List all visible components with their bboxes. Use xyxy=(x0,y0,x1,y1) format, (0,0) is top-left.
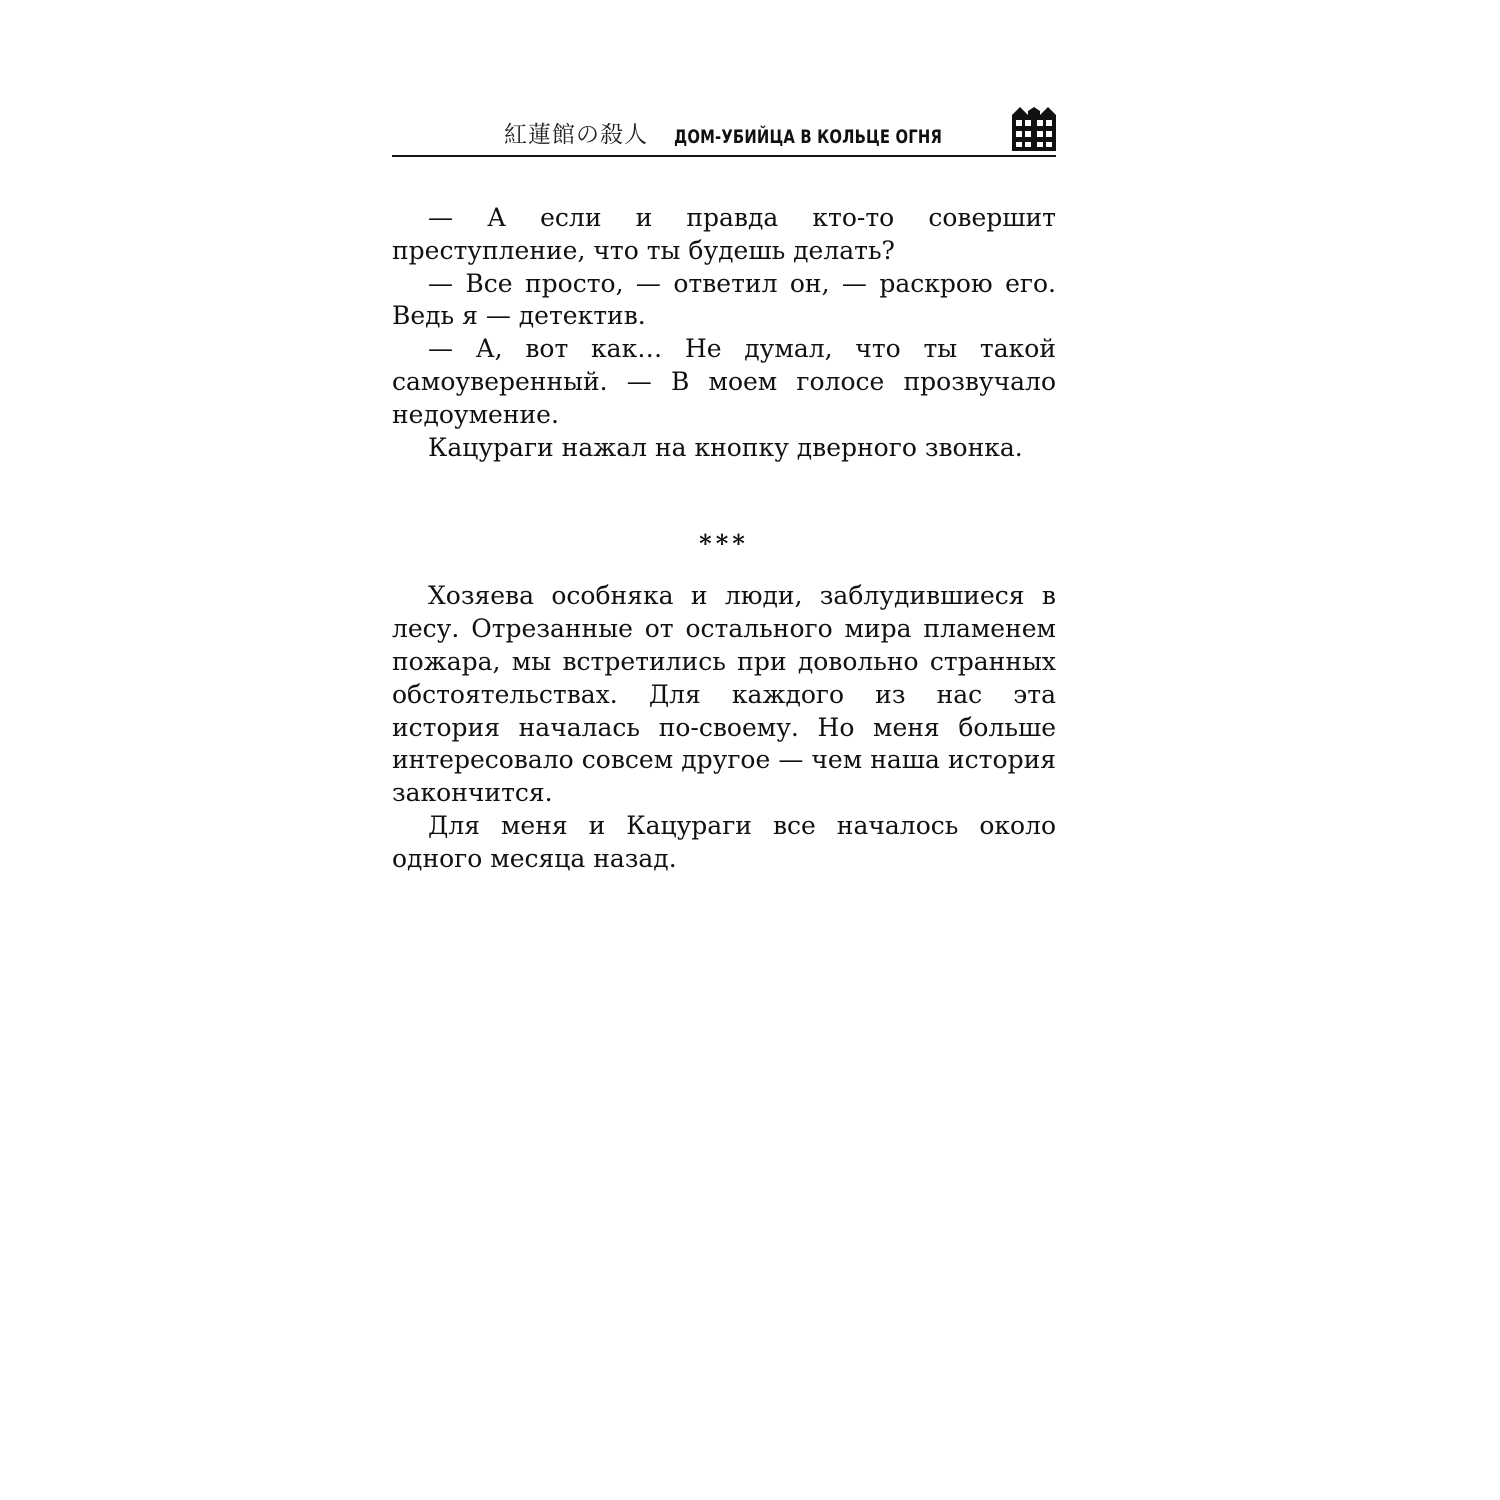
running-header xyxy=(392,100,1056,157)
book-page xyxy=(392,100,1056,876)
building-icon xyxy=(1012,107,1056,151)
section-break: *** xyxy=(699,529,749,559)
paragraph: Хозяева особняка и люди, заблудившиеся в лесу. Отрезанные от остального мира пламенем пожара, мы встретились при довольно странных обстоятельствах. Для каждого из нас эта история началась по-своему. Но меня больше интересовало совсем другое — чем наша история закончится. xyxy=(392,581,1056,808)
paragraph: — А если и правда кто-то совершит преступление, что ты будешь делать? xyxy=(392,203,1056,265)
russian-title: ДОМ-УБИЙЦА В КОЛЬЦЕ ОГНЯ xyxy=(674,126,943,148)
paragraph: — Все просто, — ответил он, — раскрою его. Ведь я — детектив. xyxy=(392,268,1056,331)
japanese-title: 紅蓮館の殺人 xyxy=(504,122,648,148)
paragraph: — А, вот как… Не думал, что ты такой самоуверенный. — В моем голосе прозвучало недоумение. xyxy=(392,334,1056,429)
text-block-after-break xyxy=(392,580,1056,875)
paragraph: Кацураги нажал на кнопку дверного звонка. xyxy=(428,432,1023,462)
text-block-before-break xyxy=(392,202,1056,464)
paragraph: Для меня и Кацураги все началось около одного месяца назад. xyxy=(392,810,1056,873)
